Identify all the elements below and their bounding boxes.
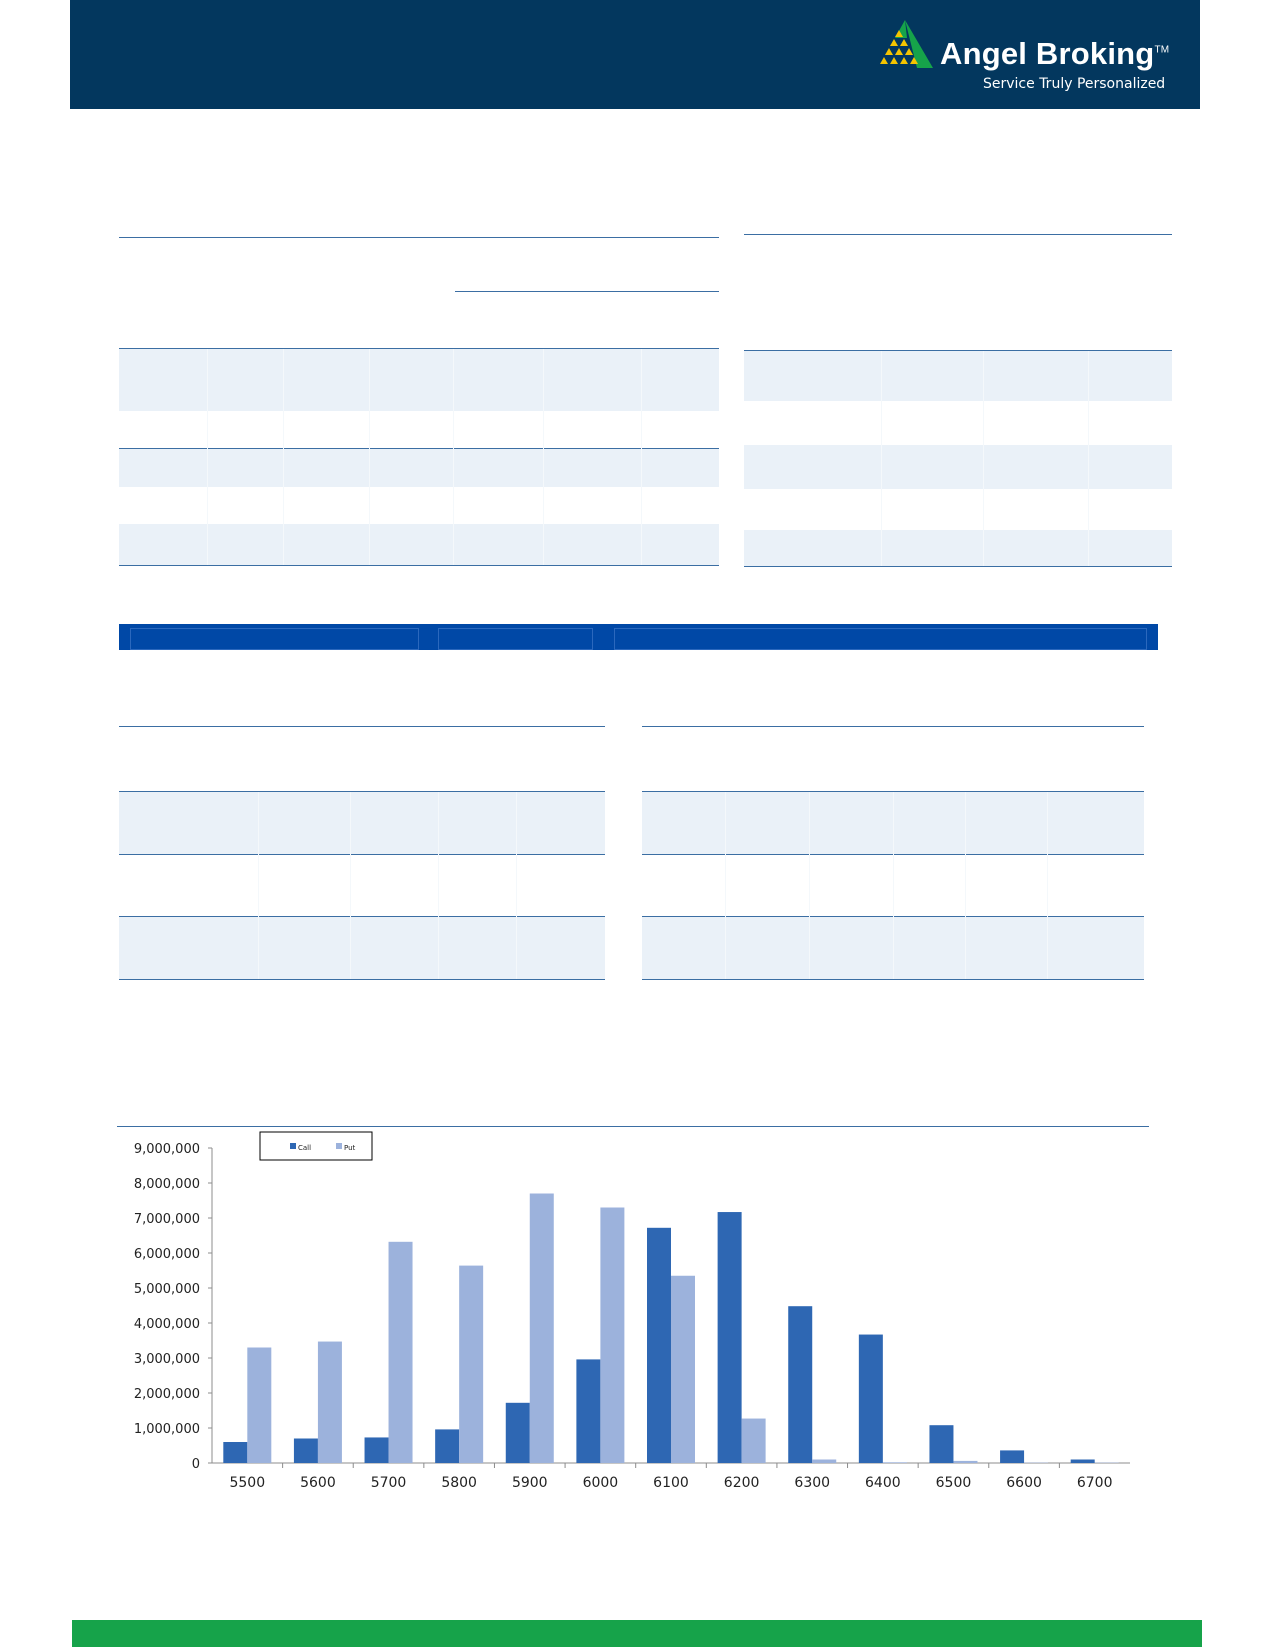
legend-label: Call xyxy=(298,1144,312,1152)
report-footer xyxy=(72,1620,1202,1647)
put-bar xyxy=(671,1276,695,1463)
call-bar xyxy=(365,1437,389,1463)
x-tick-label: 6100 xyxy=(653,1475,689,1491)
put-bar xyxy=(812,1460,836,1464)
section-header-cell xyxy=(614,628,1147,650)
x-tick-label: 6400 xyxy=(865,1475,901,1491)
section-header-cell xyxy=(438,628,593,650)
call-bar xyxy=(1071,1460,1095,1464)
put-bar xyxy=(247,1348,271,1464)
brand-name: Angel Broking™ xyxy=(940,36,1170,71)
x-tick-label: 5600 xyxy=(300,1475,336,1491)
put-bar xyxy=(318,1342,342,1463)
put-bar xyxy=(953,1461,977,1463)
call-bar xyxy=(929,1425,953,1463)
call-bar xyxy=(859,1335,883,1463)
call-bar xyxy=(718,1212,742,1463)
section-header-cell xyxy=(130,628,419,650)
call-bar xyxy=(647,1228,671,1463)
x-tick-label: 6700 xyxy=(1076,1475,1113,1491)
call-bar xyxy=(294,1439,318,1464)
call-bar xyxy=(506,1403,530,1463)
call-bar xyxy=(788,1306,812,1463)
x-tick-label: 6200 xyxy=(723,1475,760,1491)
put-bar xyxy=(389,1242,413,1463)
chart-top-rule xyxy=(117,1126,1149,1127)
legend-swatch xyxy=(290,1143,296,1149)
brand-tagline: Service Truly Personalized xyxy=(983,76,1166,92)
y-tick-label: 3,000,000 xyxy=(133,1352,200,1367)
y-tick-label: 2,000,000 xyxy=(133,1387,200,1402)
y-tick-label: 8,000,000 xyxy=(133,1177,200,1192)
y-tick-label: 0 xyxy=(191,1457,200,1472)
x-tick-label: 6600 xyxy=(1006,1475,1042,1491)
put-bar xyxy=(883,1462,907,1463)
angel-logo-icon xyxy=(877,20,933,72)
y-tick-label: 7,000,000 xyxy=(133,1212,200,1227)
x-tick-label: 6500 xyxy=(935,1475,972,1491)
y-tick-label: 6,000,000 xyxy=(133,1247,200,1262)
put-bar xyxy=(459,1266,483,1463)
put-bar xyxy=(600,1208,624,1464)
y-tick-label: 9,000,000 xyxy=(133,1142,200,1157)
call-bar xyxy=(576,1359,600,1463)
call-bar xyxy=(223,1442,247,1463)
y-tick-label: 5,000,000 xyxy=(133,1282,200,1297)
call-bar xyxy=(1000,1450,1024,1463)
put-bar xyxy=(742,1419,766,1463)
x-tick-label: 5700 xyxy=(370,1475,407,1491)
x-tick-label: 6300 xyxy=(794,1475,831,1491)
put-bar xyxy=(530,1194,554,1464)
x-tick-label: 5500 xyxy=(229,1475,266,1491)
y-tick-label: 1,000,000 xyxy=(133,1422,200,1437)
call-bar xyxy=(435,1429,459,1463)
y-tick-label: 4,000,000 xyxy=(133,1317,200,1332)
open-interest-chart xyxy=(110,1130,1160,1510)
legend-label: Put xyxy=(344,1144,356,1152)
x-tick-label: 5800 xyxy=(441,1475,477,1491)
x-tick-label: 6000 xyxy=(582,1475,619,1491)
legend-swatch xyxy=(336,1143,342,1149)
x-tick-label: 5900 xyxy=(511,1475,548,1491)
